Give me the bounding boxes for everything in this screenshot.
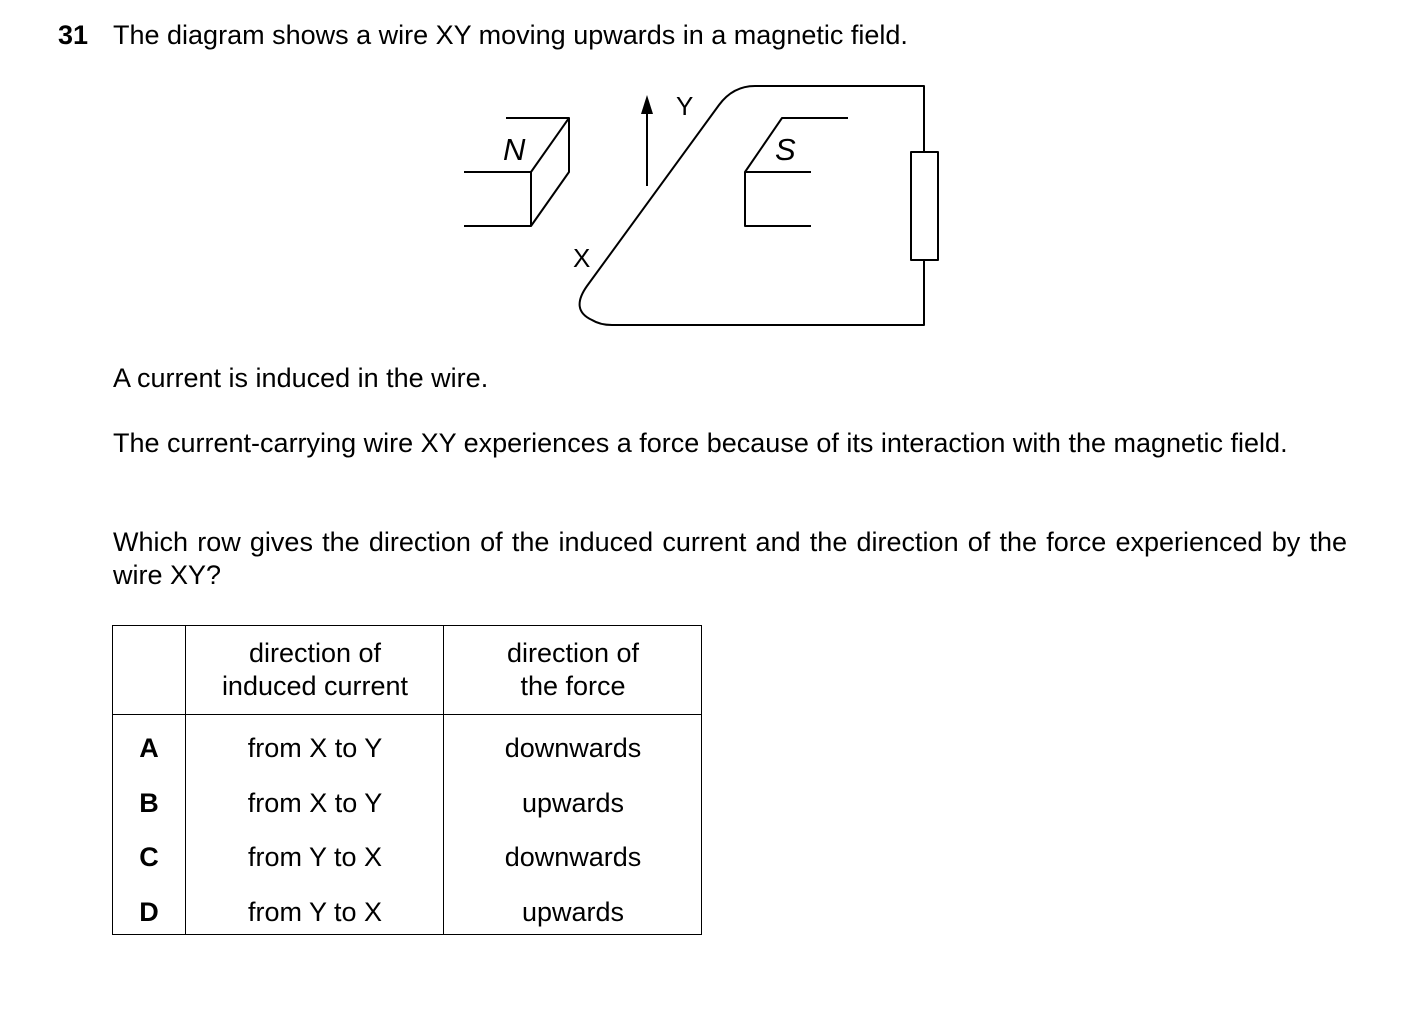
paragraph-induced-current: A current is induced in the wire. [113, 363, 489, 393]
paragraph-question: Which row gives the direction of the induced current and the direction of the force experienced by the wire XY? [113, 527, 1347, 590]
header-force: direction of the force [506, 638, 640, 701]
magnetic-field-diagram [0, 0, 1403, 340]
option-current: from X to Y [247, 788, 383, 818]
option-letter[interactable]: D [139, 897, 159, 927]
option-force: downwards [504, 733, 642, 763]
question-stem: The diagram shows a wire XY moving upwards in a magnetic field. [113, 20, 908, 50]
option-letter[interactable]: A [139, 733, 159, 763]
question-number: 31 [58, 20, 89, 50]
table-header-divider [113, 714, 701, 715]
option-current: from Y to X [247, 842, 383, 872]
option-current: from X to Y [247, 733, 383, 763]
header-induced-current: direction of induced current [221, 638, 409, 701]
wire-end-x-label: X [573, 243, 591, 273]
resistor [911, 152, 938, 260]
option-letter[interactable]: B [139, 788, 159, 818]
wire-end-y-label: Y [676, 91, 694, 121]
motion-arrow-head [641, 95, 653, 114]
option-letter[interactable]: C [139, 842, 159, 872]
option-force: upwards [521, 788, 625, 818]
circuit-wire [580, 86, 924, 325]
option-current: from Y to X [247, 897, 383, 927]
option-force: downwards [504, 842, 642, 872]
paragraph-force: The current-carrying wire XY experiences a force because of its interaction with the magnetic field. [113, 428, 1288, 458]
south-label: S [775, 132, 796, 167]
answer-table [112, 625, 702, 935]
north-label: N [503, 132, 526, 167]
option-force: upwards [521, 897, 625, 927]
south-magnet [745, 118, 848, 226]
